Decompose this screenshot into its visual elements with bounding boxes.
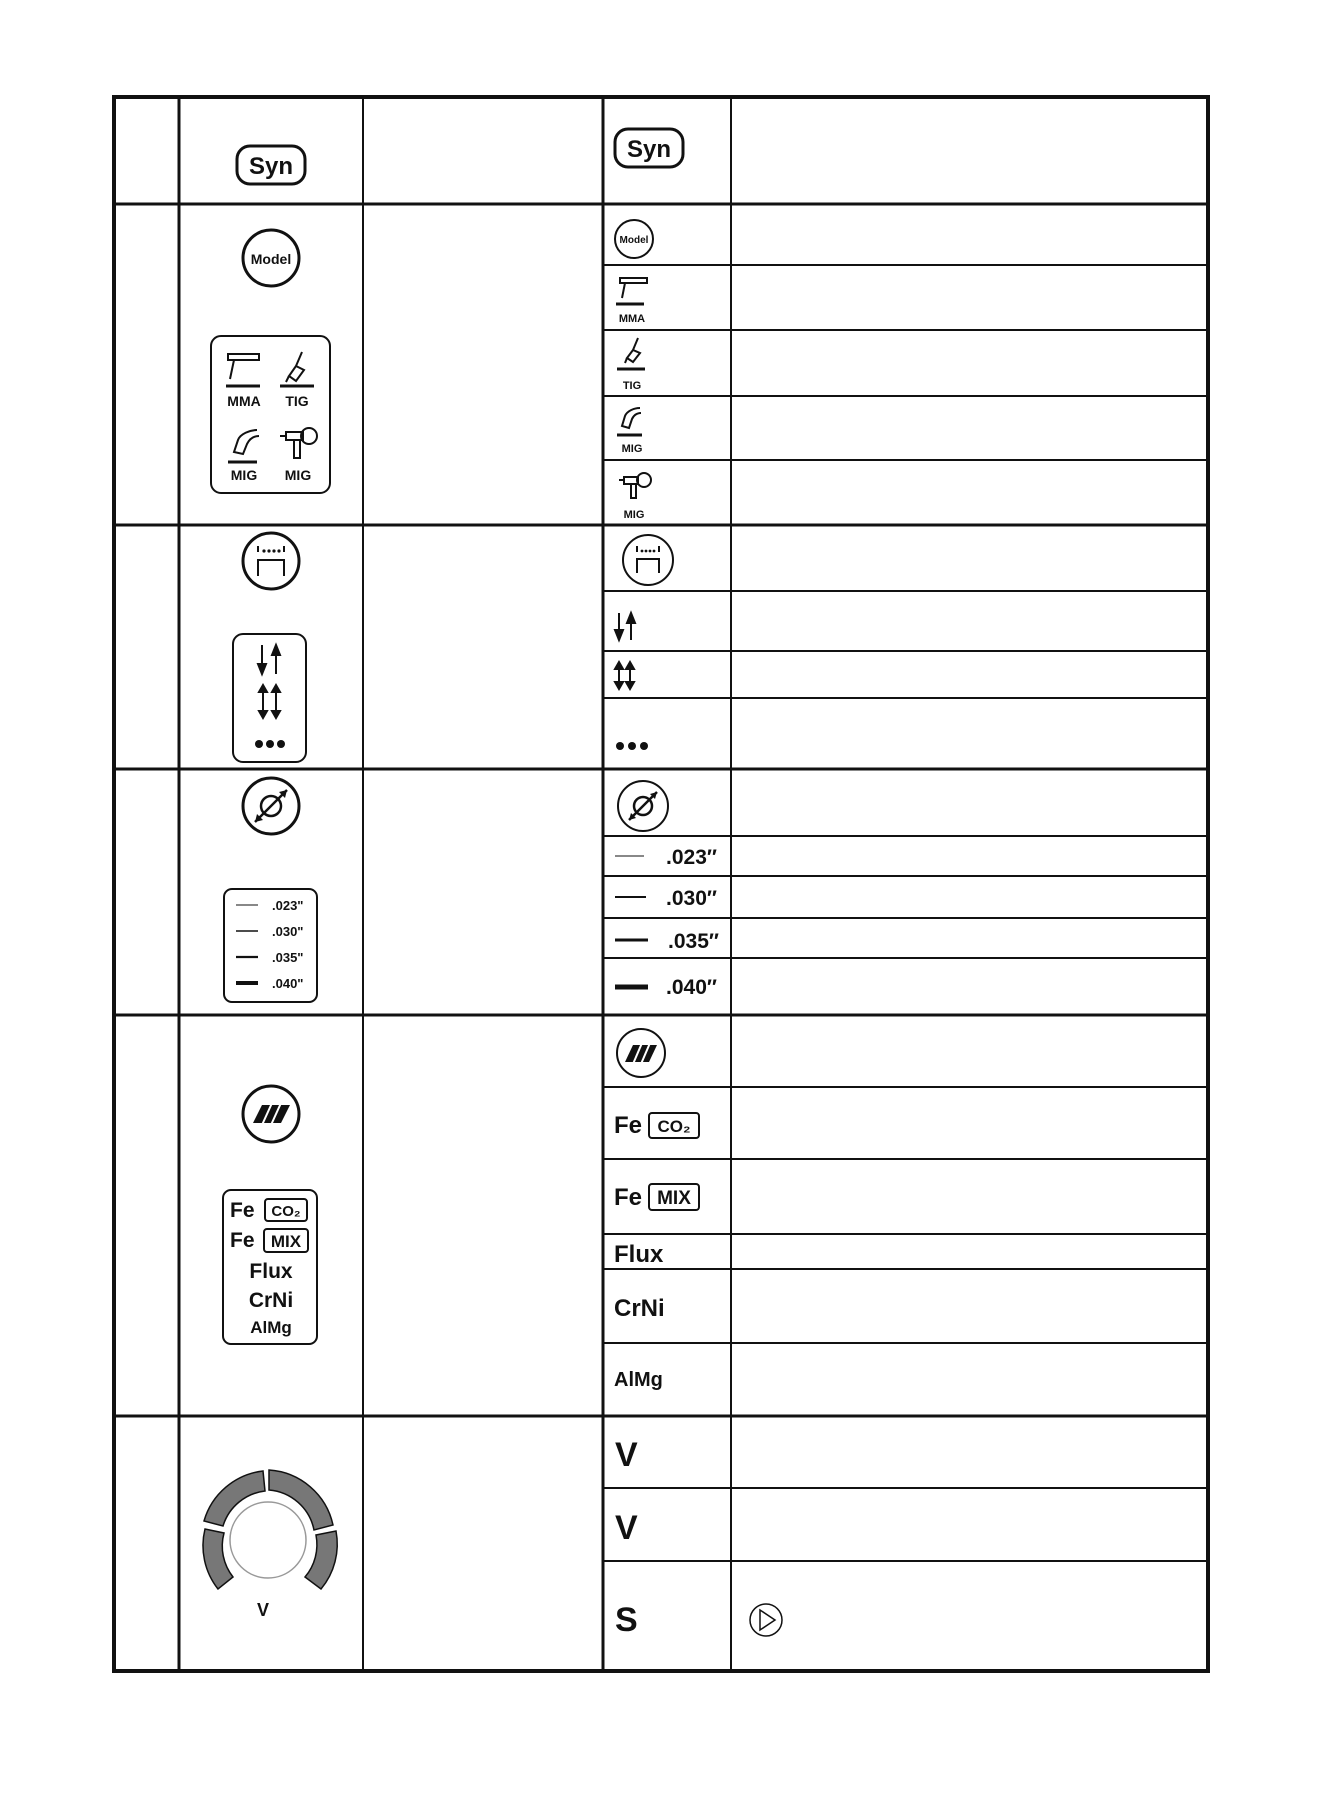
panel-wire-040: .040" <box>272 976 304 991</box>
panel-mig-a-label: MIG <box>230 467 258 483</box>
model-symbol <box>615 220 653 258</box>
wire-diameter-symbol <box>618 781 668 831</box>
two-t-symbol <box>615 613 635 640</box>
syn-symbol <box>615 129 683 167</box>
mig-spool-symbol <box>619 473 651 521</box>
trigger-mode-symbol <box>623 535 673 585</box>
spot-dots-icon <box>255 740 285 748</box>
panel-wire-023: .023" <box>272 898 304 913</box>
table-grid <box>114 97 1208 1671</box>
panel-flux-label: Flux <box>249 1260 293 1283</box>
panel-almg-label: AlMg <box>250 1318 292 1337</box>
material-panel <box>223 1190 317 1344</box>
trigger-mode-icon <box>243 533 299 589</box>
syn-button <box>237 146 305 184</box>
flux-symbol: Flux <box>614 1241 664 1268</box>
mma-symbol <box>616 278 647 325</box>
mig-gun-symbol <box>617 408 642 455</box>
model-button-label: Model <box>250 251 292 267</box>
voltage-knob-label: V <box>256 1600 270 1620</box>
almg-symbol: AlMg <box>614 1369 663 1391</box>
panel-fe-mix-fe: Fe <box>230 1229 255 1252</box>
panel-fe-co2-fe: Fe <box>230 1199 255 1222</box>
syn-section <box>237 129 683 184</box>
panel-co2-label: CO₂ <box>271 1203 301 1220</box>
panel-mix-label: MIX <box>270 1232 302 1251</box>
trigger-section <box>233 533 673 762</box>
fe-co2-symbol-fe: Fe <box>614 1112 643 1139</box>
voltage-section <box>203 1436 782 1639</box>
spot-dots-symbol <box>616 742 648 750</box>
material-section <box>223 1029 699 1391</box>
panel-crni-label: CrNi <box>248 1289 294 1312</box>
panel-mig-b-label: MIG <box>284 467 312 483</box>
model-section <box>211 220 653 521</box>
fe-co2-symbol-co2: CO₂ <box>657 1117 691 1136</box>
model-button <box>243 230 299 286</box>
panel-wire-035: .035" <box>272 950 304 965</box>
material-gas-icon <box>243 1086 299 1142</box>
panel-tig-label: TIG <box>285 393 309 409</box>
wire-035-symbol: .035″ <box>668 930 719 953</box>
mig-b-symbol-label: MIG <box>623 509 645 521</box>
crni-symbol: CrNi <box>614 1295 665 1322</box>
panel-mma-label: MMA <box>227 393 261 409</box>
voltage-knob <box>203 1470 337 1620</box>
wire-panel <box>224 889 317 1002</box>
mig-a-symbol-label: MIG <box>621 443 643 455</box>
tig-symbol <box>617 338 645 392</box>
voltage-symbol-2: V <box>615 1509 638 1547</box>
wire-023-symbol: .023″ <box>666 846 717 869</box>
mma-symbol-label: MMA <box>618 313 646 325</box>
four-t-symbol <box>615 662 634 689</box>
wire-040-symbol: .040″ <box>666 976 717 999</box>
speed-symbol: S <box>615 1601 638 1639</box>
wire-diameter-icon <box>243 778 299 834</box>
fe-mix-symbol-fe: Fe <box>614 1184 643 1211</box>
wire-section <box>224 778 719 1002</box>
process-panel <box>211 336 330 493</box>
wire-030-symbol: .030″ <box>666 887 717 910</box>
syn-symbol-label: Syn <box>626 136 672 163</box>
play-circle-icon <box>750 1604 782 1636</box>
tig-symbol-label: TIG <box>622 380 642 392</box>
fe-mix-symbol-mix: MIX <box>657 1188 691 1209</box>
syn-button-label: Syn <box>248 153 294 180</box>
panel-wire-030: .030" <box>272 924 304 939</box>
material-gas-symbol <box>617 1029 665 1077</box>
voltage-symbol-1: V <box>615 1436 638 1474</box>
model-symbol-label: Model <box>619 235 649 246</box>
trigger-panel <box>233 634 306 762</box>
